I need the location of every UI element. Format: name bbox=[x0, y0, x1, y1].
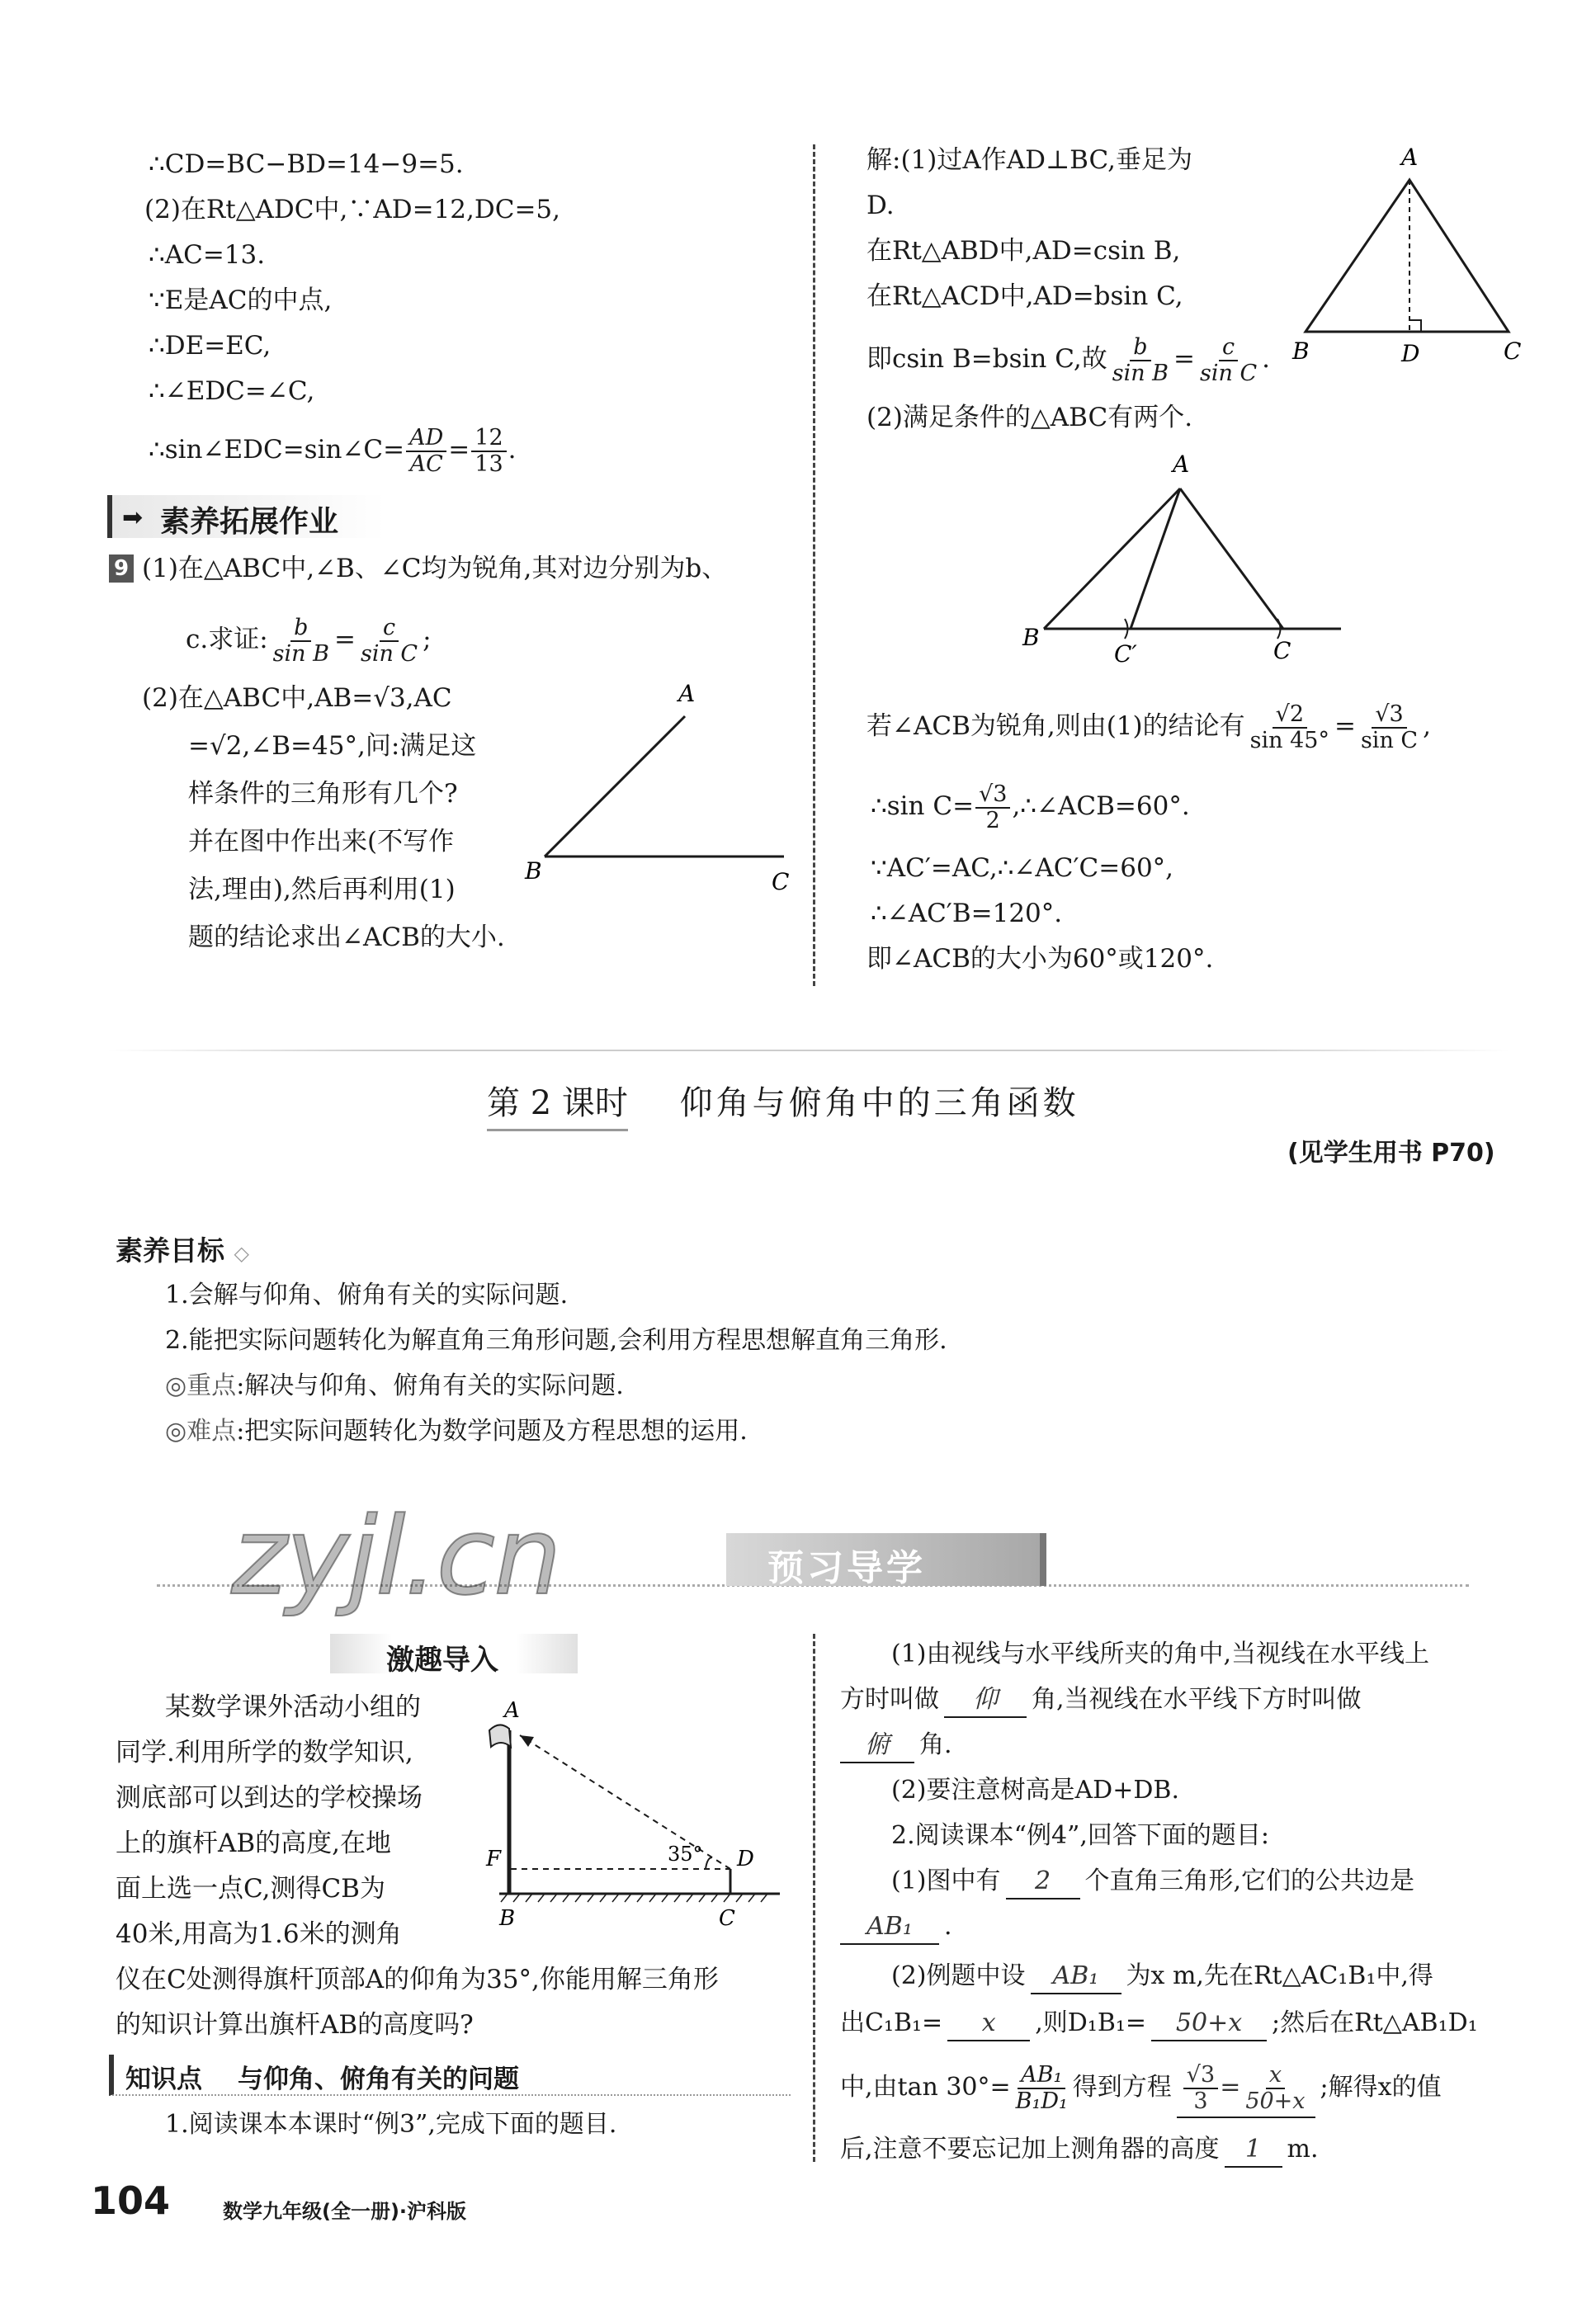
answer-blank: 俯 bbox=[840, 1729, 914, 1763]
denominator: sin B bbox=[1112, 360, 1169, 386]
text: 个直角三角形,它们的公共边是 bbox=[1084, 1866, 1415, 1895]
goal-item: 2.能把实际问题转化为解直角三角形问题,会利用方程思想解直角三角形. bbox=[165, 1326, 947, 1355]
angle-label: 35° bbox=[668, 1843, 703, 1866]
numerator: √2 bbox=[1273, 702, 1307, 729]
diamond-icon: ◇ bbox=[234, 1242, 249, 1265]
text: 方时叫做 bbox=[840, 1685, 939, 1714]
segment-ac bbox=[1180, 488, 1283, 629]
proof-line bbox=[186, 611, 432, 668]
numerator: b bbox=[290, 616, 311, 642]
solution-line bbox=[871, 777, 1190, 835]
diff-text: :把实际问题转化为数学问题及方程思想的运用. bbox=[236, 1417, 748, 1446]
goals-header-text: 素养目标 bbox=[116, 1234, 224, 1267]
fraction bbox=[1247, 702, 1333, 753]
answer-blank: 50+x bbox=[1151, 2007, 1267, 2041]
denominator: 2 bbox=[985, 807, 1000, 833]
answer-blank: 2 bbox=[1006, 1865, 1080, 1900]
text: = bbox=[448, 435, 470, 465]
intro-header-box bbox=[330, 1634, 578, 1677]
problem-line: =√2,∠B=45°,问:满足这 bbox=[188, 731, 477, 761]
intro-line: 的知识计算出旗杆AB的高度吗? bbox=[116, 2010, 474, 2040]
label-b: B bbox=[499, 1906, 516, 1931]
ext-header-box bbox=[107, 495, 385, 538]
answer-line bbox=[840, 1729, 952, 1763]
knowledge-item: 1.阅读课本本课时“例3”,完成下面的题目. bbox=[165, 2110, 617, 2139]
problem-line: 法,理由),然后再利用(1) bbox=[188, 875, 456, 904]
solution-line: 在Rt△ACD中,AD=bsin C, bbox=[866, 281, 1183, 311]
label-d: D bbox=[1401, 340, 1420, 367]
book-title: 数学九年级(全一册)·沪科版 bbox=[223, 2200, 467, 2223]
fraction bbox=[1358, 702, 1421, 753]
two-triangles-figure bbox=[1011, 446, 1358, 677]
solution-line: (2)满足条件的△ABC有两个. bbox=[866, 403, 1193, 432]
solution-line: 解:(1)过A作AD⊥BC,垂足为 bbox=[866, 145, 1192, 175]
watermark: zyjl.cn bbox=[231, 1494, 560, 1619]
numerator: AB₁ bbox=[1018, 2063, 1065, 2089]
text: = bbox=[333, 625, 356, 654]
answer-blank: 仰 bbox=[944, 1683, 1027, 1718]
triangle-abc bbox=[1306, 180, 1509, 332]
problem-line: (1)在△ABC中,∠B、∠C均为锐角,其对边分别为b、 bbox=[142, 554, 728, 583]
goal-item: 1.会解与仰角、俯角有关的实际问题. bbox=[165, 1281, 569, 1310]
intro-line: 仪在C处测得旗杆顶部A的仰角为35°,你能用解三角形 bbox=[116, 1965, 719, 1994]
fraction bbox=[471, 426, 506, 477]
solution-line: 在Rt△ABD中,AD=csin B, bbox=[866, 236, 1181, 266]
label-a: A bbox=[678, 680, 696, 707]
fraction bbox=[1197, 335, 1260, 386]
intro-line: 同学.利用所学的数学知识, bbox=[116, 1738, 413, 1767]
knowledge-label: 知识点 bbox=[125, 2065, 202, 2094]
intro-line: 上的旗杆AB的高度,在地 bbox=[116, 1829, 392, 1858]
text: 角,当视线在水平线下方时叫做 bbox=[1032, 1685, 1362, 1714]
label-d: D bbox=[737, 1847, 754, 1871]
problem-line: 样条件的三角形有几个? bbox=[188, 779, 458, 809]
numerator: x bbox=[1266, 2063, 1285, 2089]
answer-line: 2.阅读课本“例4”,回答下面的题目: bbox=[891, 1821, 1270, 1850]
page-number: 104 bbox=[91, 2178, 171, 2223]
answer-equation bbox=[1177, 2059, 1315, 2118]
knowledge-header bbox=[109, 2055, 791, 2096]
arrow-head bbox=[520, 1735, 534, 1747]
solution-line: ∴CD=BC−BD=14−9=5. bbox=[149, 149, 464, 179]
segment-ac-prime bbox=[1131, 488, 1180, 629]
answer-line: (2)要注意树高是AD+DB. bbox=[891, 1776, 1179, 1805]
text: ∴sin∠EDC=sin∠C= bbox=[149, 435, 405, 465]
intro-header: 激趣导入 bbox=[386, 1644, 498, 1677]
lesson-name: 仰角与俯角中的三角函数 bbox=[679, 1084, 1079, 1122]
angle-arc bbox=[706, 1857, 712, 1869]
preview-banner-text: 预习导学 bbox=[767, 1547, 926, 1589]
text: ;解得x的值 bbox=[1320, 2073, 1442, 2102]
solution-line: ∵E是AC的中点, bbox=[149, 286, 333, 315]
fraction bbox=[270, 616, 333, 667]
numerator: b bbox=[1130, 335, 1150, 361]
solution-line: D. bbox=[866, 191, 895, 220]
triangle-altitude-figure bbox=[1287, 140, 1535, 380]
problem9-angle-figure bbox=[520, 677, 800, 899]
numerator: AD bbox=[406, 426, 446, 452]
answer-line bbox=[840, 2007, 1478, 2041]
denominator: B₁D₁ bbox=[1015, 2088, 1068, 2114]
text: 后,注意不要忘记加上测角器的高度 bbox=[840, 2135, 1220, 2164]
fraction bbox=[357, 616, 421, 667]
solution-line bbox=[866, 697, 1431, 755]
lesson-title bbox=[487, 1077, 1079, 1131]
text: . bbox=[508, 435, 517, 465]
text: . bbox=[1262, 344, 1270, 374]
text: (1)图中有 bbox=[891, 1866, 1001, 1895]
denominator: sin B bbox=[272, 640, 329, 667]
label-a: A bbox=[504, 1698, 520, 1723]
label-f: F bbox=[486, 1847, 502, 1871]
solution-line: ∴∠EDC=∠C, bbox=[149, 376, 315, 406]
answer-blank: AB₁ bbox=[840, 1910, 939, 1945]
text: 角. bbox=[919, 1730, 952, 1759]
denominator: AC bbox=[409, 451, 443, 477]
label-c: C bbox=[772, 868, 790, 895]
numerator: √3 bbox=[1372, 702, 1406, 729]
intro-line: 某数学课外活动小组的 bbox=[165, 1692, 421, 1722]
sin-edc-line bbox=[149, 421, 516, 479]
numerator: c bbox=[380, 616, 399, 642]
key-label: ◎重点 bbox=[165, 1371, 237, 1400]
numerator: c bbox=[1219, 335, 1238, 361]
label-b: B bbox=[525, 857, 542, 885]
text: = bbox=[1334, 711, 1356, 741]
denominator: 50+x bbox=[1245, 2088, 1306, 2114]
label-c: C bbox=[1273, 637, 1291, 664]
denominator: 13 bbox=[475, 451, 503, 477]
preview-banner bbox=[726, 1533, 1046, 1589]
key-point bbox=[165, 1370, 624, 1403]
diff-label: ◎难点 bbox=[165, 1417, 237, 1446]
problem-line: 并在图中作出来(不写作 bbox=[188, 827, 455, 857]
column-divider-bottom bbox=[813, 1634, 815, 2162]
text: ∴sin C= bbox=[871, 791, 975, 821]
label-c: C bbox=[719, 1906, 735, 1931]
column-divider-top bbox=[813, 144, 815, 986]
denominator: sin C bbox=[360, 640, 418, 667]
intro-line: 40米,用高为1.6米的测角 bbox=[116, 1919, 402, 1949]
text: m. bbox=[1287, 2135, 1319, 2164]
answer-line bbox=[840, 1910, 952, 1945]
text: = bbox=[1220, 2073, 1241, 2102]
label-b: B bbox=[1022, 624, 1040, 651]
solution-line: ∴AC=13. bbox=[149, 240, 266, 270]
text: 得到方程 bbox=[1072, 2073, 1172, 2102]
denominator: sin 45° bbox=[1249, 727, 1329, 753]
denominator: sin C bbox=[1200, 360, 1258, 386]
answer-line: (1)由视线与水平线所夹的角中,当视线在水平线上 bbox=[891, 1640, 1430, 1668]
lesson-number: 第 2 课时 bbox=[487, 1077, 628, 1131]
text: . bbox=[944, 1912, 952, 1941]
answer-line bbox=[840, 2133, 1319, 2168]
answer-line bbox=[840, 1683, 1362, 1718]
arrow-icon: ➡ bbox=[122, 503, 144, 532]
text: ; bbox=[423, 625, 432, 654]
text: c.求证: bbox=[186, 625, 268, 654]
text: (2)例题中设 bbox=[891, 1961, 1026, 1990]
answer-line bbox=[891, 1960, 1433, 1994]
text: 出C₁B₁= bbox=[840, 2008, 943, 2037]
key-text: :解决与仰角、俯角有关的实际问题. bbox=[236, 1371, 624, 1400]
goals-header bbox=[116, 1229, 249, 1268]
text: 即csin B=bsin C,故 bbox=[866, 344, 1107, 374]
numerator: √3 bbox=[1183, 2063, 1218, 2089]
lesson-ref: (见学生用书 P70) bbox=[1287, 1139, 1495, 1168]
answer-line bbox=[840, 2059, 1442, 2118]
numerator: 12 bbox=[471, 426, 506, 452]
text: = bbox=[1173, 344, 1196, 374]
segment-ba bbox=[545, 716, 685, 857]
denominator: 3 bbox=[1193, 2088, 1208, 2114]
text: ;然后在Rt△AB₁D₁ bbox=[1272, 2008, 1478, 2037]
difficult-point bbox=[165, 1415, 748, 1448]
knowledge-title: 与仰角、俯角有关的问题 bbox=[238, 2065, 519, 2094]
flag bbox=[489, 1725, 511, 1747]
solution-line bbox=[866, 330, 1270, 388]
problem-line: 题的结论求出∠ACB的大小. bbox=[188, 923, 505, 952]
answer-blank: AB₁ bbox=[1031, 1960, 1121, 1994]
fraction bbox=[1109, 335, 1172, 386]
text: , bbox=[1423, 711, 1431, 741]
fraction bbox=[975, 782, 1010, 833]
denominator: sin C bbox=[1360, 727, 1419, 753]
numerator: √3 bbox=[975, 782, 1010, 809]
text: 若∠ACB为锐角,则由(1)的结论有 bbox=[866, 711, 1245, 741]
fraction bbox=[1242, 2063, 1308, 2114]
segment-ba bbox=[1044, 488, 1180, 629]
label-c: C bbox=[1504, 337, 1522, 365]
problem-line: (2)在△ABC中,AB=√3,AC bbox=[142, 683, 452, 713]
ext-header: 素养拓展作业 bbox=[160, 505, 339, 539]
flagpole-figure bbox=[475, 1696, 788, 1943]
fraction bbox=[406, 426, 446, 477]
text: 中,由tan 30°= bbox=[840, 2073, 1011, 2102]
label-a: A bbox=[1173, 451, 1190, 478]
solution-line: ∴DE=EC, bbox=[149, 331, 272, 361]
answer-blank: x bbox=[947, 2007, 1030, 2041]
label-b: B bbox=[1292, 337, 1310, 365]
intro-line: 测底部可以到达的学校操场 bbox=[116, 1783, 423, 1813]
solution-line: 即∠ACB的大小为60°或120°. bbox=[866, 944, 1214, 974]
fraction bbox=[1183, 2063, 1218, 2114]
solution-line: ∴∠AC′B=120°. bbox=[871, 899, 1063, 928]
right-angle-mark bbox=[1409, 320, 1421, 332]
lesson-title-bar bbox=[107, 1050, 1510, 1051]
solution-line: (2)在Rt△ADC中,∵AD=12,DC=5, bbox=[144, 195, 561, 224]
text: ,则D₁B₁= bbox=[1035, 2008, 1147, 2037]
label-c-prime: C′ bbox=[1114, 640, 1137, 668]
label-a: A bbox=[1401, 144, 1419, 171]
text: ,∴∠ACB=60°. bbox=[1012, 791, 1190, 821]
solution-line: ∵AC′=AC,∴∠AC′C=60°, bbox=[871, 853, 1174, 883]
fraction bbox=[1013, 2063, 1071, 2114]
intro-line: 面上选一点C,测得CB为 bbox=[116, 1874, 385, 1904]
text: 为x m,先在Rt△AC₁B₁中,得 bbox=[1126, 1961, 1433, 1990]
answer-blank: 1 bbox=[1225, 2133, 1282, 2168]
answer-line bbox=[891, 1865, 1414, 1900]
problem-number-badge: 9 bbox=[109, 555, 134, 583]
